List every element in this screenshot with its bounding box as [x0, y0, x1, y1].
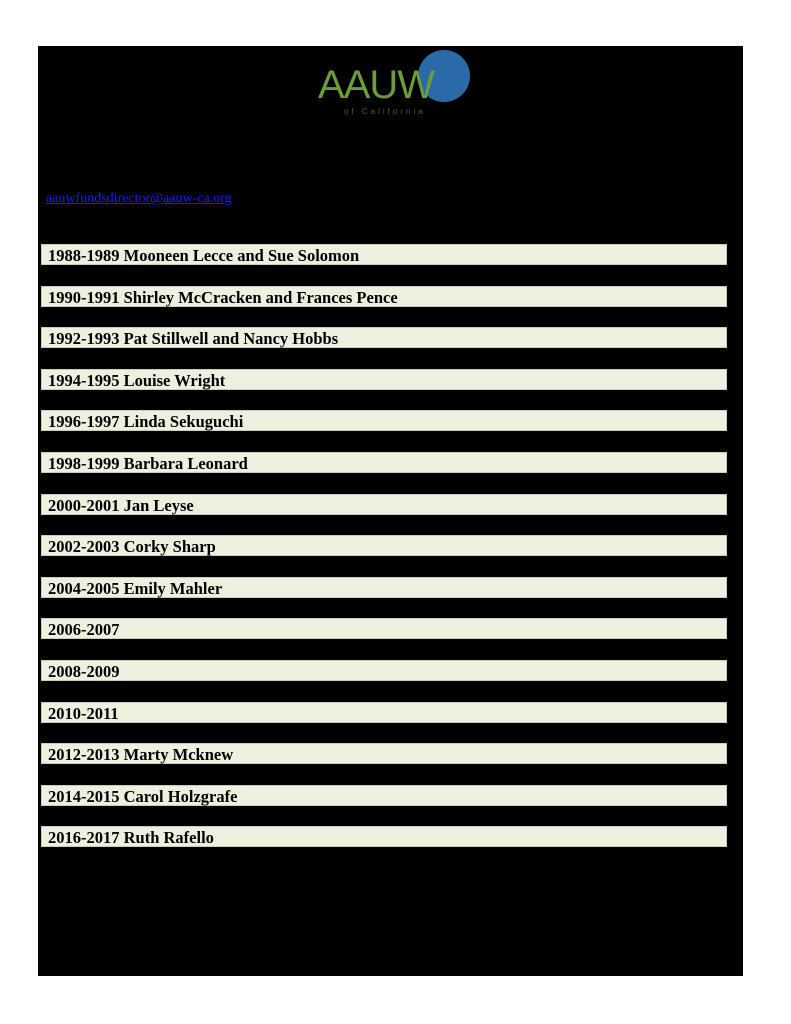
entry-text: 2000-2001 Jan Leyse: [48, 495, 194, 515]
list-item: [41, 618, 727, 639]
entry-text: 2012-2013 Marty Mcknew: [48, 745, 234, 765]
entry-text: 2006-2007: [48, 620, 120, 640]
list-item: [41, 702, 727, 723]
entry-text: 1994-1995 Louise Wright: [48, 370, 226, 390]
list-item: [41, 785, 727, 806]
entry-text: 2014-2015 Carol Holzgrafe: [48, 786, 238, 806]
list-item: [41, 369, 727, 390]
list-item: [41, 494, 727, 515]
list-item: [41, 743, 727, 764]
entry-text: 2008-2009: [48, 661, 120, 681]
list-item: [41, 327, 727, 348]
list-item: [41, 660, 727, 681]
entry-text: 2016-2017 Ruth Rafello: [48, 828, 214, 848]
list-item: [41, 410, 727, 431]
document-page: [38, 46, 743, 976]
list-item: [41, 577, 727, 598]
list-item: [41, 244, 727, 265]
entry-text: 1990-1991 Shirley McCracken and Frances Pence: [48, 287, 398, 307]
entry-text: 2010-2011: [48, 703, 119, 723]
entries-list: [41, 244, 729, 868]
list-item: [41, 286, 727, 307]
entry-text: 1998-1999 Barbara Leonard: [48, 453, 248, 473]
list-item: [41, 452, 727, 473]
logo-letters: AAUW: [318, 63, 434, 107]
entry-text: 1988-1989 Mooneen Lecce and Sue Solomon: [48, 246, 360, 265]
list-item: [41, 826, 727, 847]
entry-text: 1992-1993 Pat Stillwell and Nancy Hobbs: [48, 329, 339, 349]
email-link[interactable]: aauwfundsdirector@aauw-ca.org: [46, 191, 232, 206]
list-item: [41, 535, 727, 556]
aauw-california-logo: [316, 48, 476, 118]
entry-text: 2002-2003 Corky Sharp: [48, 537, 216, 557]
logo-subtext: of California: [344, 107, 426, 116]
entry-text: 1996-1997 Linda Sekuguchi: [48, 412, 244, 432]
entry-text: 2004-2005 Emily Mahler: [48, 578, 223, 598]
